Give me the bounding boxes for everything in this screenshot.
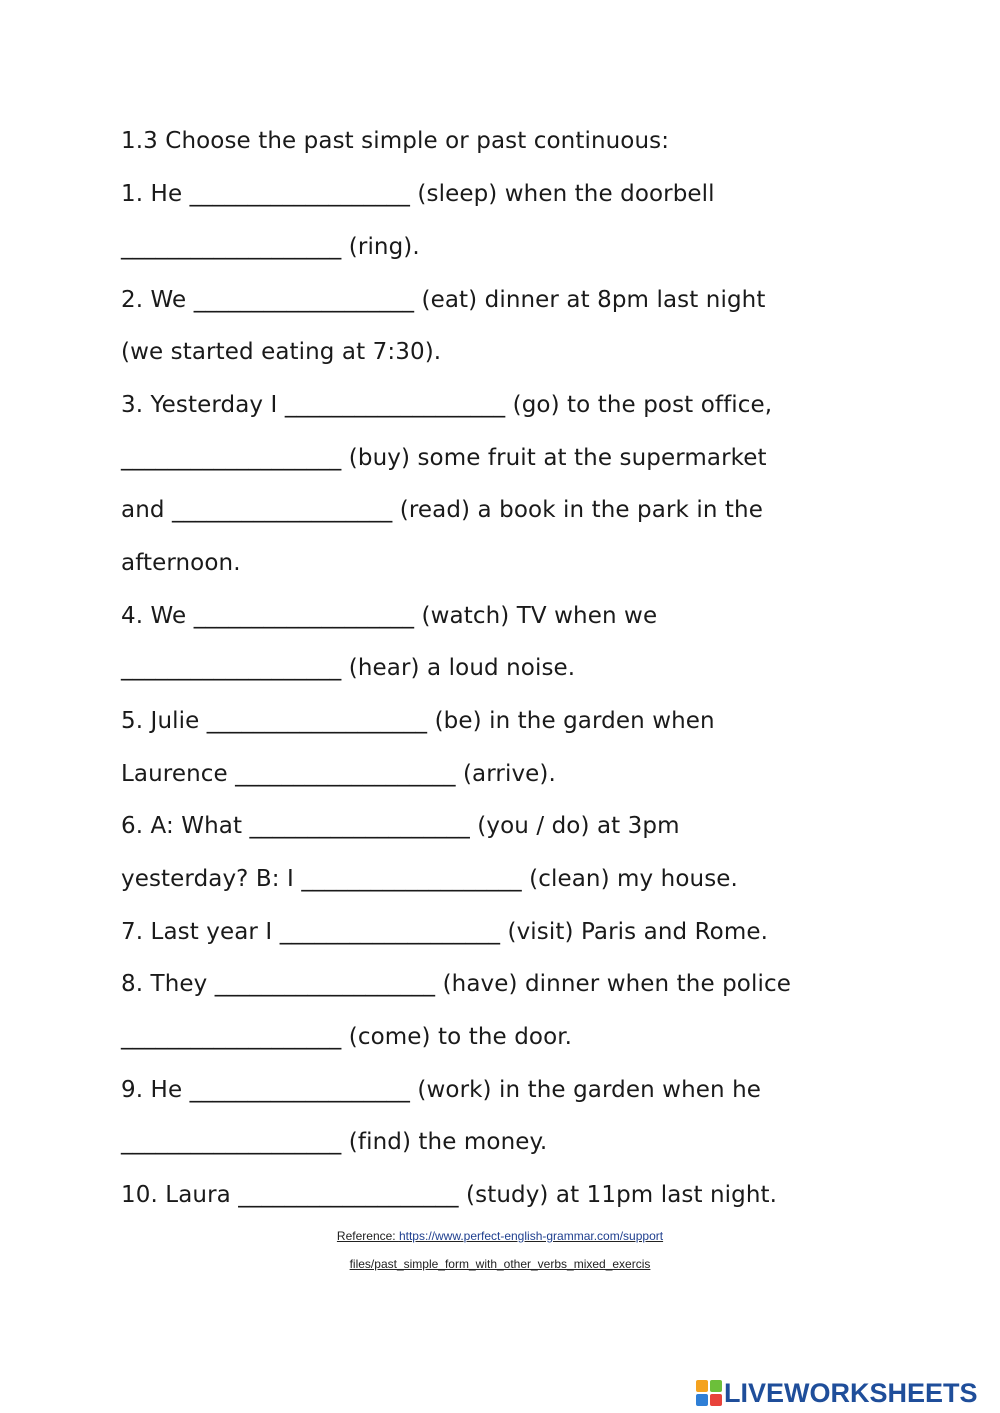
exercise-line: afternoon. (121, 550, 241, 576)
exercise-line: 8. They ___________________ (have) dinner when the police (121, 971, 791, 997)
exercise-line: ___________________ (hear) a loud noise. (121, 655, 576, 681)
exercise-line: 9. He ___________________ (work) in the garden when he (121, 1077, 762, 1103)
reference-link[interactable]: https://www.perfect-english-grammar.com/support (398, 1229, 664, 1243)
exercise-line: ___________________ (ring). (121, 234, 420, 260)
exercise-line: ___________________ (buy) some fruit at the supermarket (121, 445, 767, 471)
liveworksheets-logo-icon (696, 1380, 722, 1406)
exercise-line: ___________________ (come) to the door. (121, 1024, 573, 1050)
reference-line-2 (0, 1257, 1000, 1271)
reference-label: Reference: (336, 1229, 399, 1243)
exercise-line: 3. Yesterday I ___________________ (go) to the post office, (121, 392, 773, 418)
exercise-line: 5. Julie ___________________ (be) in the garden when (121, 708, 715, 734)
reference-link-continued[interactable]: files/past_simple_form_with_other_verbs_mixed_exercis (349, 1257, 651, 1271)
exercise-line: 7. Last year I ___________________ (visit) Paris and Rome. (121, 919, 768, 945)
exercise-title: 1.3 Choose the past simple or past continuous: (121, 128, 670, 154)
exercise-line: 1. He ___________________ (sleep) when the doorbell (121, 181, 715, 207)
liveworksheets-logo (696, 1377, 978, 1409)
exercise-line: 4. We ___________________ (watch) TV when we (121, 603, 658, 629)
exercise-line: Laurence ___________________ (arrive). (121, 761, 556, 787)
exercise-line: 10. Laura ___________________ (study) at 11pm last night. (121, 1182, 778, 1208)
exercise-line: and ___________________ (read) a book in the park in the (121, 497, 763, 523)
exercise-line: (we started eating at 7:30). (121, 339, 442, 365)
exercise-line: yesterday? B: I ___________________ (clean) my house. (121, 866, 738, 892)
exercise-line: ___________________ (find) the money. (121, 1129, 548, 1155)
exercise-line: 2. We ___________________ (eat) dinner at 8pm last night (121, 287, 766, 313)
reference-line-1 (0, 1229, 1000, 1243)
logo-text: LIVEWORKSHEETS (724, 1377, 978, 1408)
exercise-line: 6. A: What ___________________ (you / do) at 3pm (121, 813, 680, 839)
